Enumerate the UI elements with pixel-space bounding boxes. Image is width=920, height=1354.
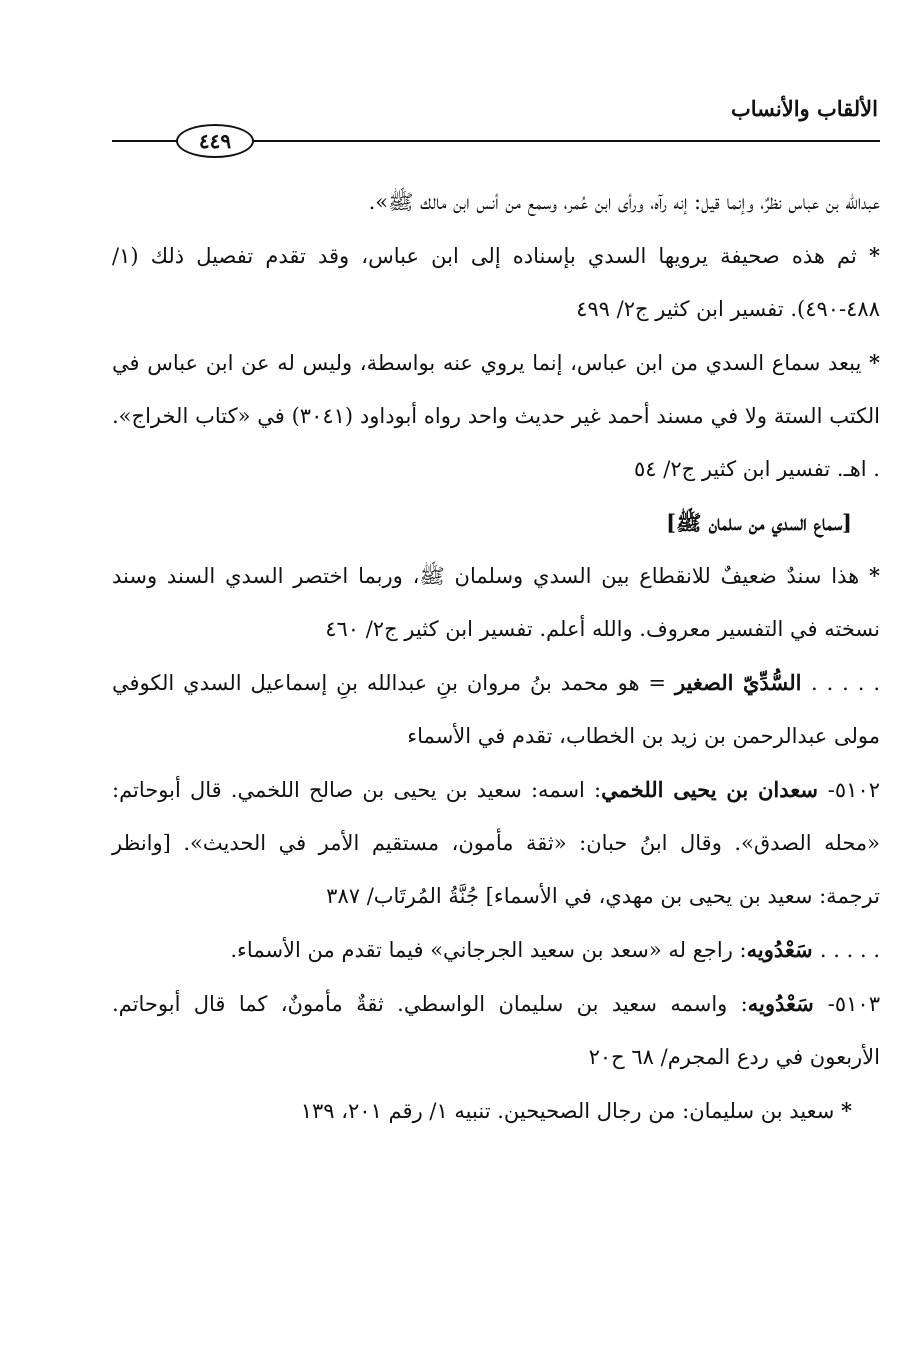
paragraph-2: [112, 229, 880, 336]
entry-sadi-saghir: [112, 656, 880, 763]
paragraph-4: [112, 549, 880, 656]
entry-term: سَعْدُويه: [746, 937, 820, 962]
paragraph-1: [112, 176, 880, 229]
paragraph-1-text: عبدالله بن عباس نظرٌ، وإنما قيل: إنه رآه، ورأى ابن عُمر، وسمع من أنس ابن مالك ﷺ».: [368, 190, 880, 214]
paragraph-9-text: سعيد بن سليمان: من رجال الصحيحين. تنبيه ١/ رقم ٢٠١، ١٣٩: [300, 1099, 842, 1123]
bullet-star: *: [869, 350, 880, 375]
entry-number: ٥١٠٣-: [827, 992, 880, 1016]
paragraph-4-text: هذا سندٌ ضعيفٌ للانقطاع بين السدي وسلمان ﷺ، وربما اختصر السدي السند وسند نسخته في التفسير معروف. والله أعلم. تفسير ابن كثير ج٢/ ٤٦٠: [112, 564, 880, 641]
entry-5102: [112, 763, 880, 923]
page-number: ٤٤٩: [176, 124, 254, 158]
entry-text: = هو محمد بنُ مروان بنِ عبدالله بنِ إسماعيل السدي الكوفي مولى عبدالرحمن بن زيد بن الخطاب، تقدم في الأسماء: [112, 671, 880, 748]
running-title: الألقاب والأنساب: [730, 96, 878, 121]
section-heading-text: [سماع السدي من سلمان ﷺ]: [666, 510, 852, 535]
page-body: [112, 176, 880, 1138]
paragraph-3: [112, 336, 880, 496]
paragraph-2-text: ثم هذه صحيفة يرويها السدي بإسناده إلى ابن عباس، وقد تقدم تفصيل ذلك (١/ ٤٨٨-٤٩٠). تفسير ابن كثير ج٢/ ٤٩٩: [112, 244, 880, 321]
entry-dots: . . . . .: [819, 938, 880, 962]
paragraph-3-text: يبعد سماع السدي من ابن عباس، إنما يروي عنه بواسطة، وليس له عن ابن عباس في الكتب الستة ولا في مسند أحمد غير حديث واحد رواه أبوداود (٣٠٤١) في «كتاب الخراج». . اهـ. تفسير ابن كثير ج٢/ ٥٤: [112, 351, 880, 481]
entry-term: سعدان بن يحيى اللخمي: [601, 777, 828, 802]
entry-text: : راجع له «سعد بن سعيد الجرجاني» فيما تقدم من الأسماء.: [230, 938, 747, 962]
entry-text: : اسمه: سعيد بن يحيى بن صالح اللخمي. قال أبوحاتم: «محله الصدق». وقال ابنُ حبان: «ثقة مأمون، مستقيم الأمر في الحديث». [وانظر ترجمة: سعيد بن يحيى بن مهدي، في الأسماء] جُنَّةُ المُرتَاب/ ٣٨٧: [112, 778, 880, 908]
entry-text: : واسمه سعيد بن سليمان الواسطي. ثقةٌ مأمونٌ، كما قال أبوحاتم. الأربعون في ردع المجرم/ ٦٨ ح٢٠: [112, 992, 880, 1069]
bullet-star: *: [869, 243, 880, 268]
entry-term: سَعْدُويه: [747, 991, 828, 1016]
bullet-star: *: [869, 563, 880, 588]
entry-sadawayh-ref: [112, 923, 880, 977]
paragraph-9: [112, 1084, 880, 1138]
entry-dots: . . . . .: [810, 671, 880, 695]
section-heading: [112, 496, 880, 549]
entry-5103: [112, 977, 880, 1084]
bullet-star: *: [841, 1098, 852, 1123]
entry-term: السُّدِّيّ الصغير: [674, 670, 811, 695]
entry-number: ٥١٠٢-: [827, 778, 880, 802]
